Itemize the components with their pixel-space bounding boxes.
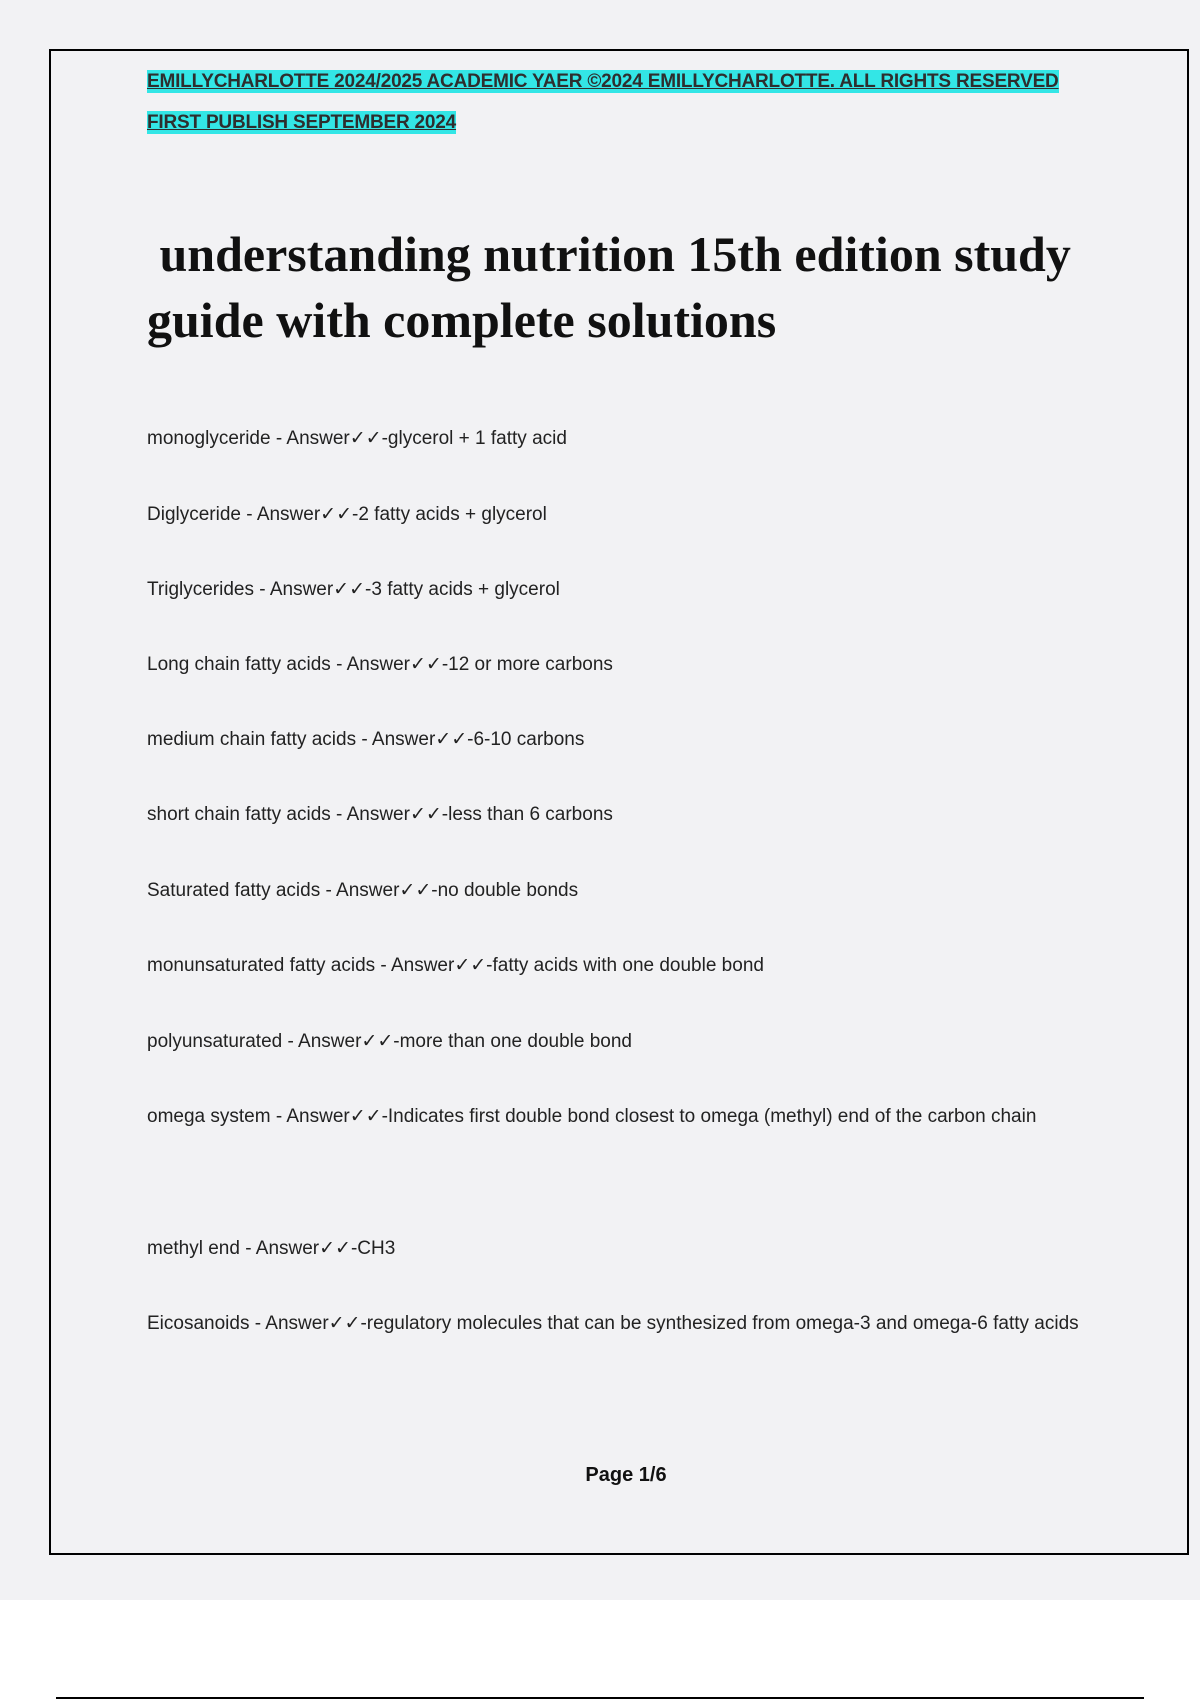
qa-entry-triglycerides: Triglycerides - Answer✓✓-3 fatty acids + glycerol xyxy=(147,579,560,600)
qa-entry-saturated: Saturated fatty acids - Answer✓✓-no double bonds xyxy=(147,880,579,901)
header-publish-line xyxy=(147,112,456,134)
header-copyright-text: EMILLYCHARLOTTE 2024/2025 ACADEMIC YAER ©2024 EMILLYCHARLOTTE. ALL RIGHTS RESERVED xyxy=(147,71,1059,92)
header-publish-text: FIRST PUBLISH SEPTEMBER 2024 xyxy=(147,112,457,133)
qa-entry-polyunsaturated: polyunsaturated - Answer✓✓-more than one double bond xyxy=(147,1031,632,1052)
qa-entry-monounsaturated: monunsaturated fatty acids - Answer✓✓-fatty acids with one double bond xyxy=(147,955,764,976)
qa-entry-methyl-end: methyl end - Answer✓✓-CH3 xyxy=(147,1238,396,1259)
qa-entry-long-chain: Long chain fatty acids - Answer✓✓-12 or more carbons xyxy=(147,654,613,675)
document-title: understanding nutrition 15th edition study guide with complete solutions xyxy=(147,226,1084,348)
qa-entry-medium-chain: medium chain fatty acids - Answer✓✓-6-10 carbons xyxy=(147,729,585,750)
qa-entry-eicosanoids: Eicosanoids - Answer✓✓-regulatory molecules that can be synthesized from omega-3 and omega-6 fatty acids xyxy=(147,1313,1079,1334)
qa-entry-monoglyceride: monoglyceride - Answer✓✓-glycerol + 1 fatty acid xyxy=(147,428,567,449)
next-page-top-rule xyxy=(56,1697,1144,1699)
page-number: Page 1/6 xyxy=(585,1464,667,1486)
qa-entry-omega-system: omega system - Answer✓✓-Indicates first double bond closest to omega (methyl) end of the carbon chain xyxy=(147,1106,1037,1127)
qa-entry-short-chain: short chain fatty acids - Answer✓✓-less than 6 carbons xyxy=(147,804,613,825)
qa-entry-diglyceride: Diglyceride - Answer✓✓-2 fatty acids + glycerol xyxy=(147,504,547,525)
header-copyright-line xyxy=(147,71,1059,93)
document-page xyxy=(49,49,1189,1555)
